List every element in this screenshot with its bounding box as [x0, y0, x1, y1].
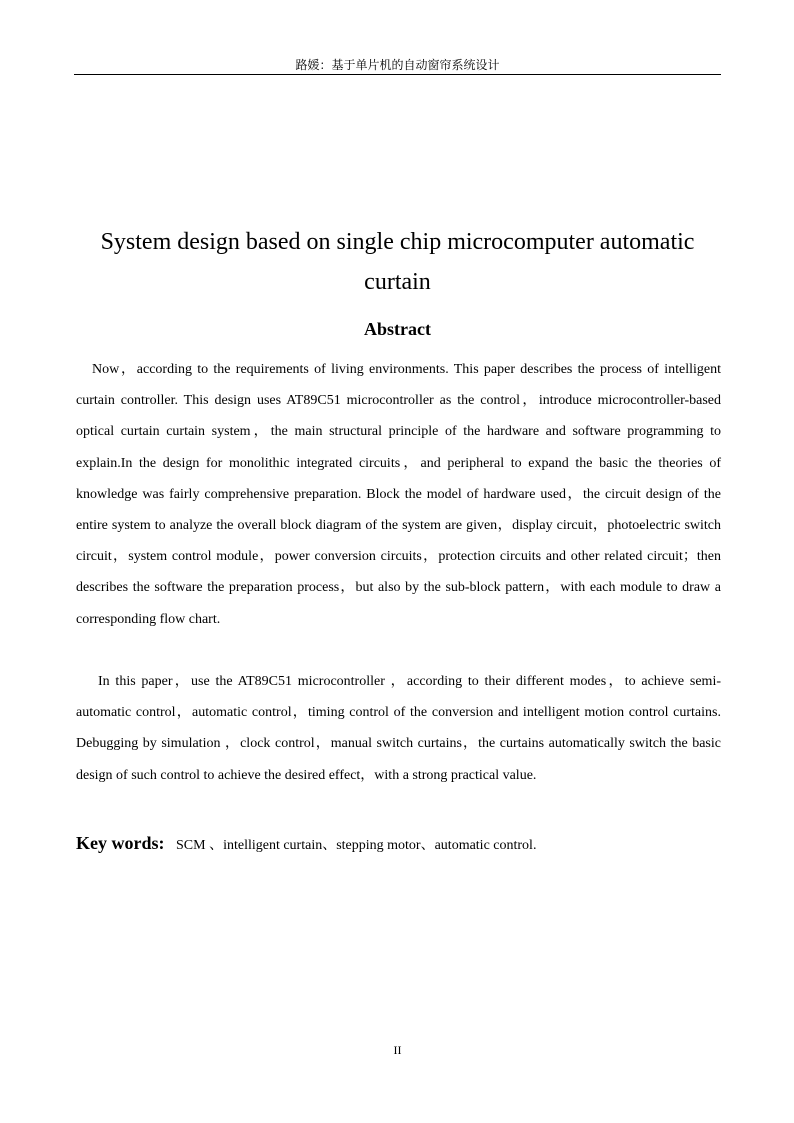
keywords-label: Key words:	[76, 833, 165, 853]
paper-title	[74, 222, 721, 302]
page-number: II	[393, 1043, 402, 1057]
running-header	[74, 56, 721, 75]
paper-title-line-1: System design based on single chip microcomputer automatic	[100, 229, 695, 255]
keywords-line	[76, 830, 721, 859]
abstract-paragraph-1: Now，according to the requirements of living environments. This paper describes the process of intelligent curtain controller. This design uses AT89C51 microcontroller as the control，introduce microcontroller-based optical curtain curtain system，the main structural principle of the hardware and software programming to explain.In the design for monolithic integrated circuits，and peripheral to expand the basic the theories of knowledge was fairly comprehensive preparation. Block the model of hardware used，the circuit design of the entire system to analyze the overall block diagram of the system are given，display circuit，photoelectric switch circuit，system control module，power conversion circuits，protection circuits and other related circuit；then describes the software the preparation process，but also by the sub-block pattern，with each module to draw a corresponding flow chart.	[76, 362, 721, 627]
keywords-text: SCM 、intelligent curtain、stepping motor、automatic control.	[176, 838, 537, 853]
abstract-heading: Abstract	[364, 319, 431, 339]
paper-title-line-2: curtain	[364, 269, 431, 295]
abstract-paragraph-2: In this paper，use the AT89C51 microcontroller ，according to their different modes，to achieve semi-automatic control，automatic control，timing control of the conversion and intelligent motion control curtains. Debugging by simulation ，clock control，manual switch curtains，the curtains automatically switch the basic design of such control to achieve the desired effect，with a strong practical value.	[76, 674, 721, 783]
running-header-title: 路媛：基于单片机的自动窗帘系统设计	[295, 58, 500, 72]
